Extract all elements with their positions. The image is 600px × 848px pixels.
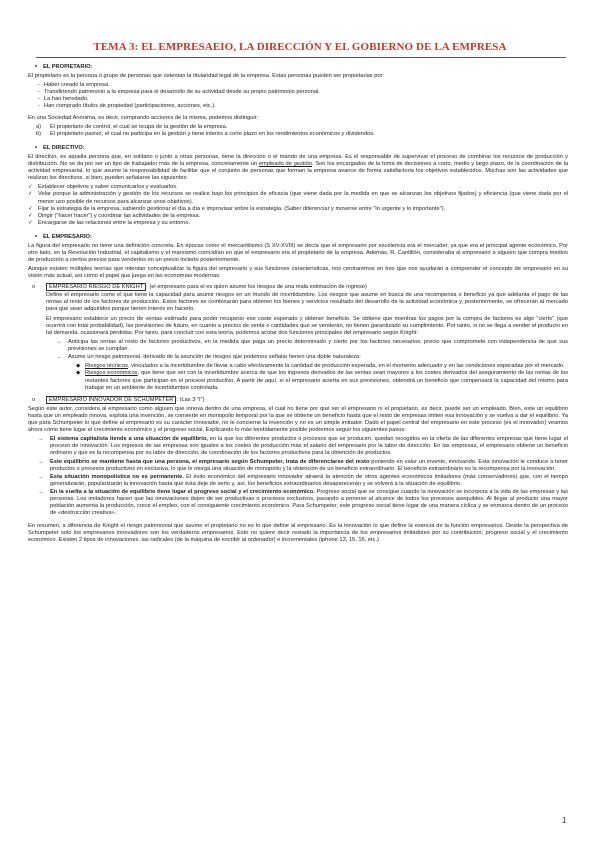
check-icon: ✓ (28, 205, 33, 212)
list-item: - Transfiriendo patrimonio a la empresa para el desarrollo de su actividad desde su propio patrimonio personal. (38, 89, 568, 96)
schumpeter-paragraph-1: Según este autor, considera al empresario como alguien que innova dentro de una empresa, el cual no tiene por qué ser el empresario ni el propietario, es decir, puede ser un empleado. Bien, este un equilibrio hasta que un empleado innova, explota una invención, se convierte en monopolio temporal por la que se obtiene un beneficio hasta que el resto de empresas imiten esa innovación y se vuelva a dar el equilibrio. Ya que para Schumpeter lo que define al empresario es su carácter innovador, no le concierne la invención y no es un simple imitador. Dado el papel central del empresario en este proceso (es el innovador) veamos ahora cómo tiene lugar el crecimiento económico y el progreso social. Explicando lo más tendidamente posible podremos seguir los siguientes pasos: (28, 405, 568, 434)
schumpeter-heading (46, 397, 568, 404)
list-text: Progreso social que se consigue cuando la innovación se incorpora a la vida de las empresas y las personas. Los imitadores hacen que las innovaciones dejen de ser productivas o procesos exclusivos, pasando a ponerse al alcance de todos los procesos asequibles. Al llegar al producto una mayor población aumenta la producción, crece el empleo, con el consiguiente crecimiento económico. Para Schumpeter, este progreso social tiene lugar de una manera cíclica y se enmarca dentro de un proceso de «destrucción creativa». (50, 488, 569, 517)
list-item: - Haber creado la empresa. (38, 82, 568, 89)
list-item (28, 184, 568, 191)
text-run: El directivo, es aquella persona que, en solitario o junto a otras personas, tiene la dirección o el mando de una empresa. Es el responsable de supervisar el proceso de combinar los recursos de producción y distribución. No se da por ser un tipo de trabajador más de la empresa, concretamente un (28, 153, 568, 168)
empresario-paragraph-2: Aunque existen múltiples teorías que intentan conceptualizar la figura del empresario y sus funciones características, nos centraremos en tres que nos ayudarán a comprender el concepto de empresario en su visión más actual, así como el papel que juega en las economías modernas: (28, 266, 568, 280)
risk-label: Riesgos económicos (85, 370, 138, 377)
knight-heading (46, 284, 568, 291)
closing-paragraph: En resumen, a diferencia de Knight el riesgo patrimonial que asume el propietario no es lo que define al empresario. Es la innovación lo que define la esencia de la función empresarios. Desde la perspectiva de Schumpeter solo los empresarios innovadores son los verdaderos empresarios. Esto no quiere decir restado la importancia de los empresarios imitadores por su contribución, progreso social y el crecimiento económico. Existen 2 tipos de innovaciones, las radicales (de la máquina de escribir al ordenador) e incrementales (iphone 13, 15, 16, etc.) (28, 523, 568, 544)
knight-functions-list (46, 339, 568, 361)
arrow-right-icon: → (38, 473, 44, 480)
list-item (28, 213, 568, 220)
arrow-right-icon: → (56, 339, 62, 346)
list-item (76, 363, 568, 370)
diamond-bullet-icon: ◆ (76, 363, 81, 370)
list-lead: El sistema capitalista tiende a una situación de equilibrio, (50, 436, 208, 443)
list-text: El propietario pasivo, el cual no participa en la gestión y tiene interés a corto plazo en los rendimientos económicos y dividendos. (50, 130, 375, 137)
section-heading-propietario: • EL PROPIETARIO: (43, 64, 568, 71)
list-item (56, 354, 568, 361)
diamond-bullet-icon: ◆ (76, 370, 81, 377)
knight-subtitle: : (el empresario para el es quien asume los riesgos de una mala estimación de ingreso) (146, 284, 367, 291)
check-icon: ✓ (28, 191, 33, 198)
list-item (38, 474, 568, 488)
list-item (28, 206, 568, 213)
schumpeter-steps-list (28, 436, 568, 517)
list-item (38, 459, 568, 473)
knight-section (28, 284, 568, 391)
list-text: El propietario de control, el cual se ocupa de la gestión de la empresa. (50, 123, 228, 130)
directivo-list (28, 184, 568, 227)
check-icon: ✓ (28, 219, 33, 226)
list-marker: a) (36, 123, 42, 130)
arrow-right-icon: → (38, 436, 44, 443)
list-text: El éxito económico del empresario innovador atraerá la atención de otros agentes económicos imitadores (más conservadores) que, con el tiempo generalizarán, popularizarán la innovación hasta que ésta deje de serlo y, así, los beneficios extraordinarios desaparecerán y se volverá a la situación de equilibrio. (50, 473, 568, 487)
page-number: 1 (562, 816, 567, 825)
arrow-right-icon: → (56, 354, 62, 361)
document-title: TEMA 3: EL EMPRESAEIO, LA DIRECCIÓN Y EL GOBIERNO DE LA EMPRESA (93, 41, 507, 53)
list-text: Velar porque la administración y gestión de los recursos se realice bajo los principios de eficacia (que viene dada por la medida en que se alcanzan los objetivos fijados) y eficiencia (que viene dada por el menor uso posible de recursos para alcanzar unos objetivos). (38, 191, 568, 205)
list-item (38, 489, 568, 517)
list-text: en la que los diferentes productos o procesos que se producen, quedan recogidos en la oferta de las diferentes empresas que tiene lugar el proceso de innovación. Los ingresos de las empresas son iguales a los costes de producción más el salario del empresario por la labor de dirección. En las empresas, el empresario obtiene un beneficio ordinario y que es la recompensa por su labor de dirección, de coordinación de los factores productivos para la obtención de productos. (50, 436, 568, 457)
list-lead: Esta situación monopolística no es permanente. (50, 473, 184, 480)
schumpeter-subtitle: : (Las 3 "I") (176, 396, 205, 403)
circle-bullet-icon: o (32, 284, 36, 291)
knight-paragraph-2: El empresario establece un precio de ventas estimado para poder recuperar ese coste esperado y obtener beneficio. Se obtiene que mientras los pagos por la compra de factores es algo "cierto" (que ocurrirá con total probabilidad), las previsiones de futuro, en cuanto a precios de venta o cantidades que se venderán, no tienen garantizado su cumplimiento. Por tanto, si no se llega a vender el producto en tal demanda, ocasionará pérdidas. Por tanto, para concluir con esta teoría, podemos acotar dos funciones principales del empresario según Knight: (46, 315, 568, 336)
list-item (38, 436, 568, 457)
list-lead: Este equilibrio se mantiene hasta que una persona, el empresario según Schumpeter, trata de diferenciarse del resto (50, 458, 370, 465)
empresario-paragraph-1: La figura del empresario no tiene una definición concreta. En épocas como el mercantilismo (S XV-XVIII) se decía que el empresario por excelencia era el mercader, ya que era el principal agente económico. Por otro lado, en la Revolución Industrial, el capitalismo y el marxismo coincidían en que el empresario era el propietario de la empresa. Además, R. Cantillón, consideraba al empresario a alguien que compra medios de producción a ciertos precios para venderlos en un precio incierto posteriormente. (28, 242, 568, 264)
risk-label: Riesgos técnicos (85, 363, 128, 370)
sa-list (28, 124, 568, 138)
list-item (76, 370, 568, 391)
section-heading-empresario: • EL EMPRESARIO: (43, 234, 568, 241)
list-item: - Han comprado títulos de propiedad (participaciones, acciones, etc.). (38, 103, 568, 110)
check-icon: ✓ (28, 212, 33, 219)
directivo-paragraph (28, 154, 568, 182)
schumpeter-section (28, 397, 568, 404)
list-text: Asume un riesgo patrimonial, derivado de la asunción de riesgos que podemos señalar tienen una doble naturaleza: (68, 354, 361, 361)
sa-intro: En una Sociedad Anónima, es decir, comprando acciones de la misma, podemos distinguir: (28, 114, 259, 121)
section-heading-directivo: • EL DIRECTIVO: (43, 145, 568, 152)
underlined-term: empleado de gestión (258, 161, 312, 168)
propietario-list (28, 82, 568, 110)
list-text: Anticipa las rentas al resto de factores productivos, en la medida que paga un precio determinado y cierto por los factores necesarios; precio que compromete con independencia de que sus previsiones se cumplan. (68, 339, 568, 353)
list-item (28, 191, 568, 205)
list-item: - La han heredado. (38, 96, 568, 103)
propietario-intro: El propietario es la persona o grupo de personas que ostentan la titularidad legal de la empresa. Estas personas pueden ser propietarias por: (28, 73, 385, 80)
list-text: Dirigir ("hacer hacer") y coordinar las actividades de la empresa. (38, 212, 201, 219)
list-text: poniendo en valor un invento, innovando. Esta innovación le conduce a tener productos o procesos productivos en exclusiva, lo que le otorga una situación de monopolio y la obtención de un beneficio extraordinario. El beneficio extraordinario es la recompensa por la innovación. (50, 458, 568, 472)
knight-label: EMPRESARIO RIESGO DE KNIGHT (46, 283, 146, 291)
circle-bullet-icon: o (32, 396, 36, 403)
list-item (56, 339, 568, 353)
list-text: , vinculados a la incertidumbre de llevar a cabo efectivamente la cantidad de producción esperada, en el momento adecuado y en las condiciones esperadas por el mercado. (128, 363, 565, 370)
list-text: Establecer objetivos y saber comunicarlos y evaluarlos. (38, 184, 178, 191)
check-icon: ✓ (28, 184, 33, 191)
list-text: , que tiene que ver con la incertidumbre acerca de que los ingresos derivados de las ventas sean mayores a los costes derivados del aseguramiento de las rentas de los restantes factores que participan en el proceso productivo. A partir de aquí, si el empresario acierta en sus previsiones, obtendrá un beneficio que compensará la capacidad del mismo para trabajar en un ambiente de incertidumbre controlada. (85, 370, 568, 391)
text-run: . Son los encargados de la toma de decisiones a corto, medio y largo plazo, de la coordinación de la actividad empresarial, lo que asume la responsabilidad de facilitar que el conjunto de personas que forman la empresa avance de forma satisfactoria los objetivos establecidos. Muchas son las actividades que realizan los directivos, si bien, pueden señalarse las siguientes: (28, 161, 568, 182)
list-marker: b) (36, 130, 42, 137)
list-item (28, 220, 568, 227)
arrow-right-icon: → (38, 488, 44, 495)
schumpeter-label: EMPRESARIO INNOVADOR DE SCHUMPETER (46, 396, 176, 404)
title-underline (36, 57, 566, 58)
list-lead: En la vuelta a la situación de equilibrio tiene lugar el progreso social y el crecimiento económico. (50, 488, 315, 495)
knight-paragraph-1: Define el empresario como el que tiene la capacidad para asumir riesgos en un mundo de incertidumbre. Los riesgos que asume en busca de una recompensa o beneficio ya que adelanta el pago de las rentas al resto de los factores de producción. Estos factores se combinarán para obtener los bienes y servicios resultado del desarrollo de la actividad económica y, posteriormente, se ofrecerán al mercado para que sean adquiridos porque tienen interés en hacerlo. (46, 291, 568, 312)
list-text: Encargarse de las relaciones entre la empresa y su entorno. (38, 219, 191, 226)
list-item (36, 131, 568, 138)
arrow-right-icon: → (38, 458, 44, 465)
list-text: Fijar la estrategia de la empresa, sabiendo gestionar el día a día e improvisar sobre la estrategia. (Saber diferenciar y moverse entre "lo urgente y lo importante"). (38, 205, 446, 212)
list-item (36, 124, 568, 131)
document-body (28, 62, 568, 547)
risk-types-list (46, 363, 568, 391)
